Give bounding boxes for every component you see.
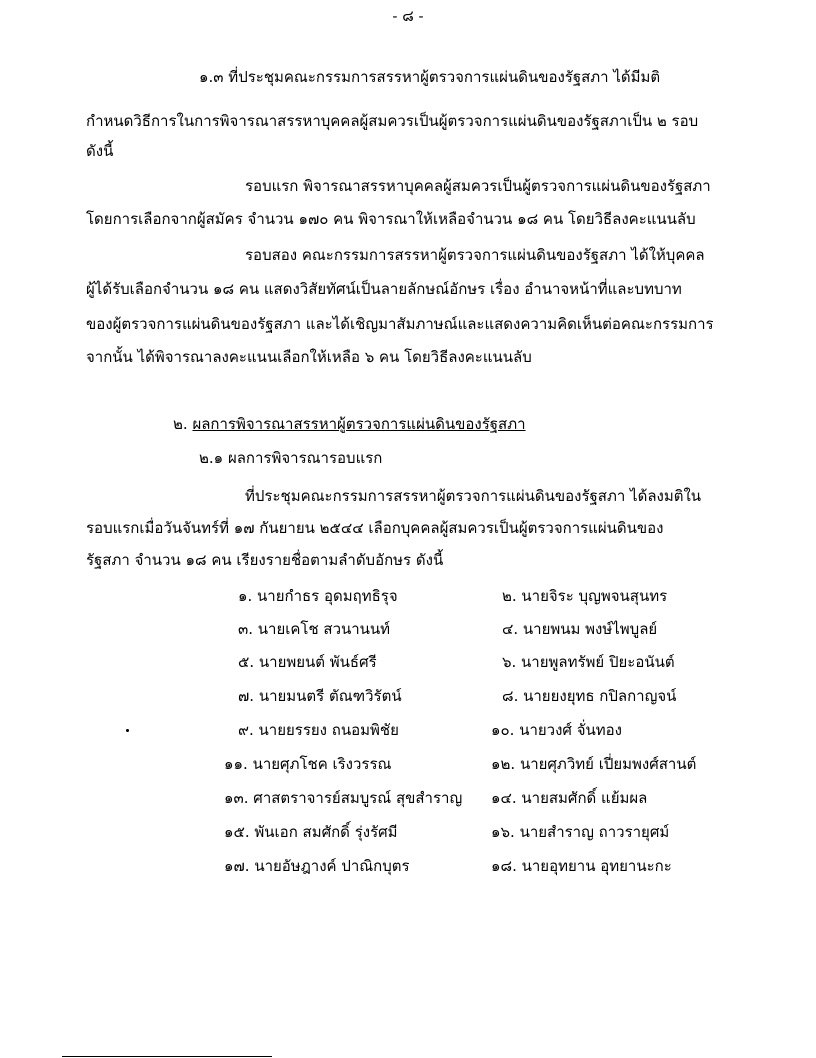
round-2-line-1: รอบสอง คณะกรรมการสรรหาผู้ตรวจการแผ่นดินของรัฐสภา ได้ให้บุคคล	[245, 246, 705, 264]
name-item: ๑๕. พันเอก สมศักดิ์ รุ่งรัศมี	[224, 823, 398, 841]
page-number: - ๘ -	[392, 7, 424, 25]
section-2-1-line-1: ที่ประชุมคณะกรรมการสรรหาผู้ตรวจการแผ่นดินของรัฐสภา ได้ลงมติใน	[245, 487, 702, 505]
name-item: ๘. นายยงยุทธ กปิลกาญจน์	[502, 687, 677, 705]
name-item: ๑๖. นายสำราญ ถาวรายุศม์	[491, 823, 670, 841]
name-item: ๓. นายเคโช สวนานนท์	[238, 620, 391, 638]
section-2-1-line-2: รอบแรกเมื่อวันจันทร์ที่ ๑๗ กันยายน ๒๕๔๔ เลือกบุคคลผู้สมควรเป็นผู้ตรวจการแผ่นดินของ	[86, 519, 664, 537]
section-1-3-line-2: กำหนดวิธีการในการพิจารณาสรรหาบุคคลผู้สมควรเป็นผู้ตรวจการแผ่นดินของรัฐสภาเป็น ๒ รอบ	[86, 112, 699, 130]
name-item: ๔. นายพนม พงษ์ไพบูลย์	[502, 620, 658, 638]
name-item: ๑๗. นายอัษฎางค์ ปาณิกบุตร	[224, 857, 410, 875]
name-item: ๒. นายจิระ บุญพจนสุนทร	[502, 587, 668, 605]
section-2-1-heading: ๒.๑ ผลการพิจารณารอบแรก	[199, 449, 383, 467]
round-1-line-2: โดยการเลือกจากผู้สมัคร จำนวน ๑๗๐ คน พิจารณาให้เหลือจำนวน ๑๘ คน โดยวิธีลงคะแนนลับ	[86, 210, 696, 228]
section-2-heading	[173, 410, 816, 438]
name-item: ๑๘. นายอุทยาน อุทยานะกะ	[491, 857, 672, 875]
name-item: ๑๑. นายศุภโชค เริงวรรณ	[224, 755, 392, 773]
name-item: ๑๓. ศาสตราจารย์สมบูรณ์ สุขสำราญ	[224, 789, 463, 807]
name-item: ๕. นายพยนต์ พันธ์ศรี	[238, 653, 377, 671]
round-2-line-2: ผู้ได้รับเลือกจำนวน ๑๘ คน แสดงวิสัยทัศน์เป็นลายลักษณ์อักษร เรื่อง อำนาจหน้าที่และบทบาท	[86, 280, 682, 298]
section-1-3-line-3: ดังนี้	[86, 142, 114, 160]
section-1-3-line-1: ๑.๓ ที่ประชุมคณะกรรมการสรรหาผู้ตรวจการแผ่นดินของรัฐสภา ได้มีมติ	[199, 68, 661, 86]
name-item: ๑๒. นายศุภวิทย์ เปี่ยมพงศ์สานต์	[491, 755, 697, 773]
round-2-line-3: ของผู้ตรวจการแผ่นดินของรัฐสภา และได้เชิญมาสัมภาษณ์และแสดงความคิดเห็นต่อคณะกรรมการ	[86, 315, 714, 333]
section-2-number: ๒.	[173, 415, 188, 433]
section-2-title: ผลการพิจารณาสรรหาผู้ตรวจการแผ่นดินของรัฐสภา	[192, 415, 526, 433]
round-1-line-1: รอบแรก พิจารณาสรรหาบุคคลผู้สมควรเป็นผู้ตรวจการแผ่นดินของรัฐสภา	[245, 177, 711, 195]
name-item: ๑๔. นายสมศักดิ์ แย้มผล	[491, 789, 648, 807]
scan-speck	[126, 729, 129, 732]
round-2-line-4: จากนั้น ได้พิจารณาลงคะแนนเลือกให้เหลือ ๖ คน โดยวิธีลงคะแนนลับ	[86, 348, 532, 366]
section-2-1-line-3: รัฐสภา จำนวน ๑๘ คน เรียงรายชื่อตามลำดับอักษร ดังนี้	[86, 551, 444, 569]
name-item: ๖. นายพูลทรัพย์ ปิยะอนันต์	[502, 653, 675, 671]
name-item: ๑๐. นายวงศ์ จั่นทอง	[491, 721, 622, 739]
name-item: ๑. นายกำธร อุดมฤทธิรุจ	[238, 587, 398, 605]
footnote-rule	[62, 1056, 272, 1057]
name-item: ๙. นายยรรยง ถนอมพิชัย	[238, 721, 399, 739]
name-item: ๗. นายมนตรี ตัณฑวิรัตน์	[238, 687, 402, 705]
